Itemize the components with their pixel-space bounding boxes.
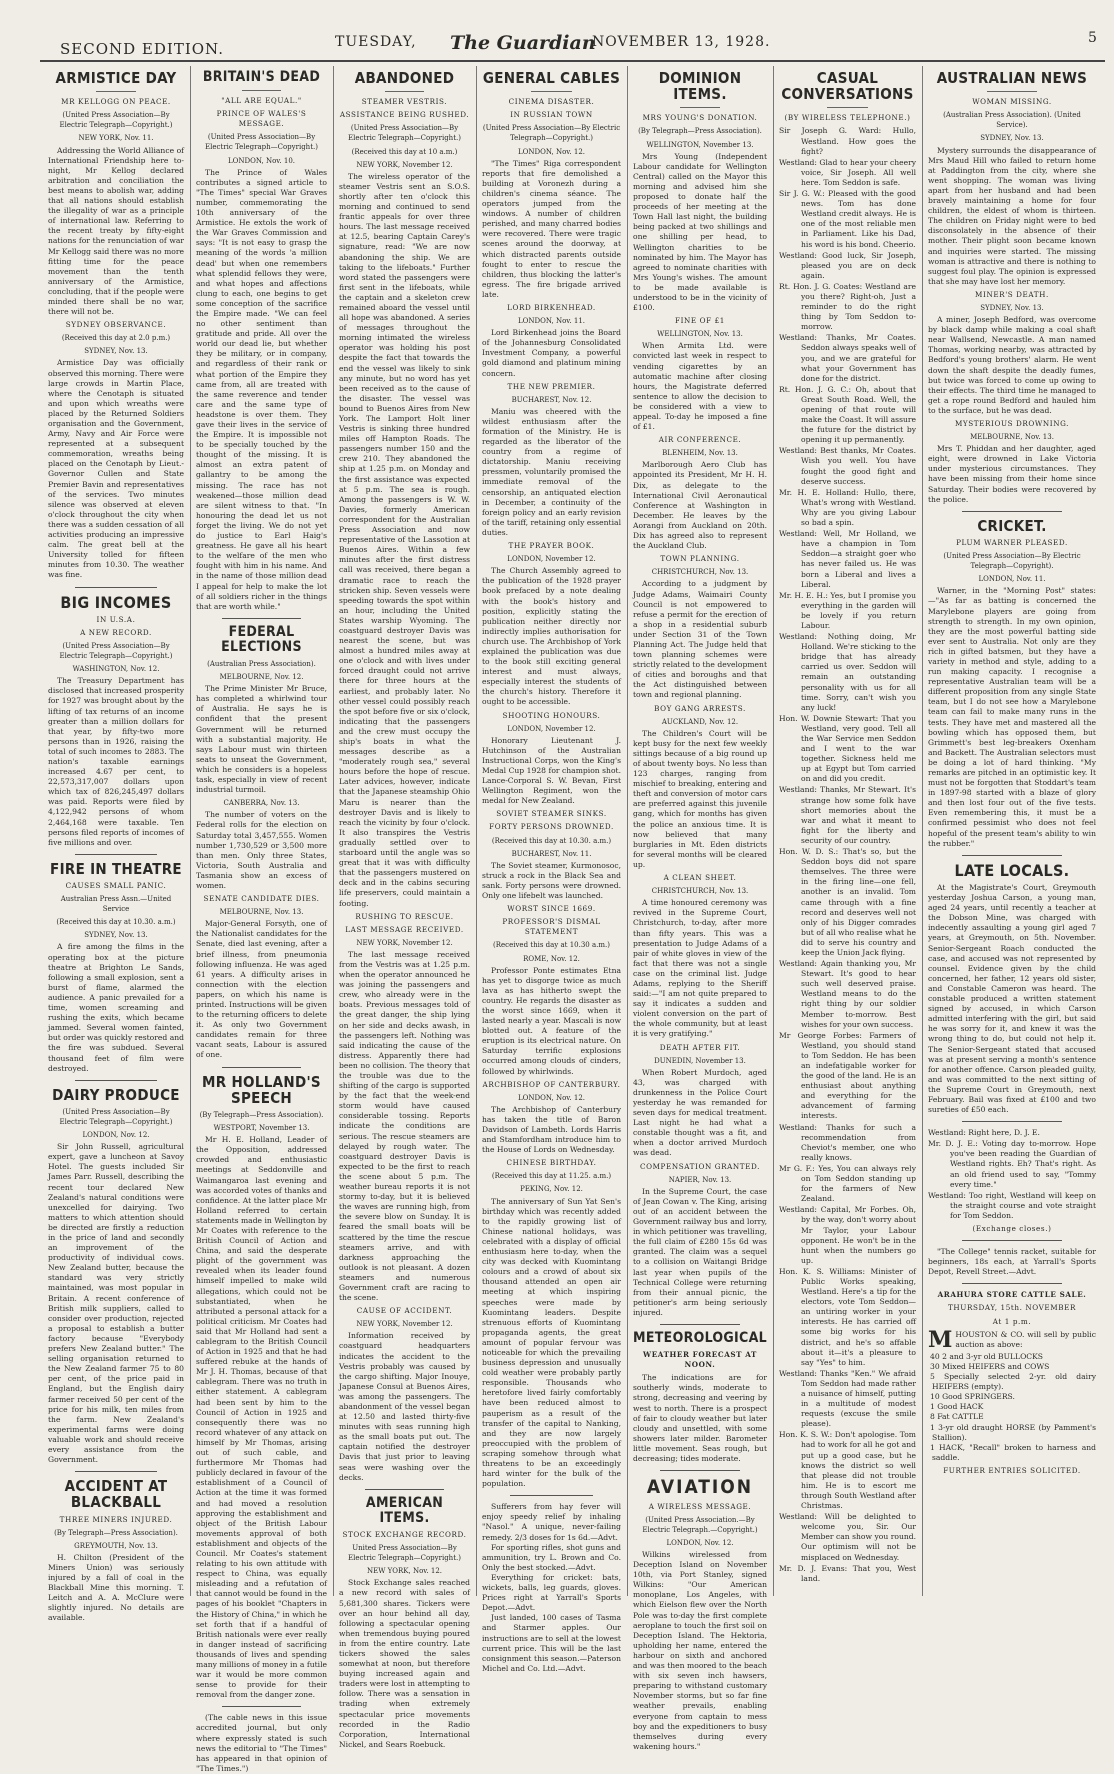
dateline: GREYMOUTH, Nov. 13. [74, 1541, 158, 1550]
article-general-cables [482, 70, 621, 1489]
headline: AVIATION [646, 1476, 754, 1499]
article-britains-dead [196, 70, 327, 612]
article-holland-speech [196, 1074, 327, 1774]
dateline: SYDNEY, Nov. 13. [84, 347, 148, 356]
subhead: TOWN PLANNING. [660, 554, 740, 564]
subhead: SYDNEY OBSERVANCE. [65, 320, 167, 330]
advertisement: "The College" tennis racket, suitable for beginners, 18s each, at Yarrall's Sports Depot, Revell Street.—Advt. [928, 1247, 1096, 1277]
conversation-line: Rt. Hon. J. G. C.: Oh, about that Great South Road. Well, the opening of that route will make the Coast. It will assure the future for the district by opening it up permanently. [779, 384, 916, 445]
headline: METEOROLOGICAL [633, 1329, 767, 1346]
sale-item: 40 2 and 3-yr old BULLOCKS [930, 1351, 1043, 1361]
article-cricket [928, 518, 1096, 849]
subhead: CHINESE BIRTHDAY. [506, 1158, 597, 1168]
conversation-line: Westland: Too right, Westland will keep on the straight course and vote straight for Tom Seddon. [928, 1190, 1096, 1220]
headline: FIRE IN THEATRE [50, 859, 182, 878]
conversation-line: Westland: Good luck, Sir Joseph, pleased you are on deck again. [779, 250, 916, 280]
dateline: CHRISTCHURCH, Nov. 13. [651, 568, 749, 577]
dateline: LONDON, Nov. 12. [517, 1093, 586, 1102]
subhead: IN U.S.A. [96, 614, 136, 624]
subhead: LAST MESSAGE RECEIVED. [345, 924, 464, 934]
dateline: DUNEDIN, November 13. [654, 1056, 746, 1065]
article-dominion-items [633, 70, 767, 1318]
sale-items [928, 1352, 1096, 1463]
subhead: WEATHER FORECAST AT NOON. [643, 1350, 757, 1370]
dateline: NAPIER, Nov. 13. [668, 1175, 732, 1184]
conversation-line: Westland: Best thanks, Mr Coates. Wish you well. You have fought the good fight and deserve success. [779, 446, 916, 486]
subhead: SENATE CANDIDATE DIES. [203, 894, 320, 904]
sale-item: 10 Good SPRINGERS. [930, 1392, 1015, 1402]
credit-line: (By Telegraph—Press Association). [199, 1110, 324, 1119]
subhead: PROFESSOR'S DISMAL STATEMENT [502, 917, 601, 937]
subhead: STEAMER VESTRIS. [361, 97, 448, 107]
masthead-rule [40, 60, 1105, 62]
conversation-line: Westland: Well, Mr Holland, we have a champion in Tom Seddon—a straight goer who has never failed us. He was born a Liberal and lives a Liberal. [779, 529, 916, 589]
subhead: PRINCE OF WALES'S MESSAGE. [216, 109, 307, 129]
sale-date: THURSDAY, 15th. NOVEMBER [948, 1303, 1076, 1313]
conversation-line: Westland: Nothing doing, Mr Holland. We're sticking to the bridge that has already carried us over. Seddon will remain an outstanding personality with us for all time. Sorry, can't wish you any luck! [779, 632, 916, 712]
drop-cap: M [928, 1326, 953, 1353]
dateline: LONDON, November 12. [507, 724, 596, 733]
article-body: Addressing the World Alliance of International Friendship here to-night, Mr Kellog declared arbitration and conciliation the best means to abolish war, adding that all nations should establish the illegality of war as a principle of international law. Referring to the recent treaty by fifty-eight nations for the renunciation of war Mr Kellogg said there was no more fitting time for the peace movement than the tenth anniversary of the Armistice, concluding, that if the people were minded there shall be no war, there will not be. [48, 145, 184, 317]
dateline: LONDON, Nov. 11. [978, 575, 1046, 584]
article-body: Stock Exchange sales reached a new record with sales of 5,681,300 shares. Tickers were over an hour behind all day, following a spectacular opening when tremendous buying poured in from the entire country. Late tickers showed the sales somewhat at noon, but therefore buying increased again and traders were lost in attempting to follow. There was a sensation in trading when extremely spectacular price movements recorded in the Radio Corporation, International Nickel, and Sears Roebuck. [339, 1578, 470, 1749]
subhead: CINEMA DISASTER. [508, 97, 595, 107]
dateline: BLENHEIM, Nov. 13. [662, 449, 738, 458]
credit-line: (United Press Association—By Electric Telegraph—Copyright.) [59, 1107, 173, 1126]
conversation-line: Westland: Capital, Mr Forbes. Oh, by the way, don't worry about Mr Taylor, your Labour opponent. He won't be in the hunt when the numbers go up. [779, 1205, 916, 1265]
article-body: A miner, Joseph Bedford, was overcome by black damp while making a coal shaft near Wallsend, Newcastle. A man named Thomas, working nearby, was attracted by Bedford's young brothers' alarm. He went down the shaft despite the deadly fumes, but twice was forced to come up owing to their effects. The third time he managed to get a rope round Bedford and hauled him to the surface, but he was dead. [928, 315, 1096, 415]
article-body: A fire among the films in the operating box at the picture theatre at Brighton Le Sands, following a small explosion, sent a burst of flame, alarmed the audience. A panic prevailed for a time, women screaming and rushing the exits, which became jammed. Several women fainted, but order was quickly restored and the fire was subdued. Several thousand feet of film were destroyed. [48, 942, 184, 1073]
edition-label: SECOND EDITION. [60, 40, 224, 58]
article-fire-in-theatre [48, 861, 184, 1074]
subhead: WOMAN MISSING. [972, 97, 1052, 107]
dateline: CHRISTCHURCH, Nov. 13. [651, 887, 749, 896]
conversation-line: Westland: Glad to hear your cheery voice, Sir Joseph. All well here. Tom Seddon is safe. [779, 157, 916, 187]
column-4 [482, 66, 621, 1673]
conversation-line: Mr. H. E. Holland: Hullo, there, What's wrong with Westland. Why are you giving Labour so bad a spin. [779, 487, 916, 528]
received-line: (Received this day at 10.30. a.m.) [56, 918, 176, 927]
credit-line: (United Press Association—By Electric Telegraph—Copyright.) [348, 124, 461, 143]
subhead: WORST SINCE 1669. [507, 904, 596, 914]
advertisement: Sufferers from hay fever will enjoy speedy relief by inhaling "Nasol." A unique, never-failing remedy. 2/3 doses for 1s 6d.—Advt. [482, 1502, 621, 1542]
headline: CASUAL CONVERSATIONS [781, 69, 914, 104]
masthead-date: NOVEMBER 13, 1928. [592, 34, 771, 50]
masthead [0, 0, 1114, 62]
conversation-lines [928, 1128, 1096, 1221]
article-body: When Armita Ltd. were convicted last week in respect to vending cigarettes by an automatic machine after closing hours, the Magistrate deferred sentence to allow the decision to be considered with a view to appeal. To-day he imposed a fine of £1. [633, 341, 767, 432]
headline: AUSTRALIAN NEWS [936, 69, 1088, 87]
subhead: SHOOTING HONOURS. [502, 710, 601, 720]
dateline: LONDON, November 12. [507, 555, 596, 564]
dateline: LONDON, Nov. 12. [666, 1538, 734, 1547]
credit-line: (Australian Press Association). (United Service). [943, 111, 1081, 130]
column-1 [48, 66, 184, 1623]
article-body: Wilkins wirelessed from Deception Island on November 10th, via Port Stanley, signed Wilkins: "Our American monoplane, Los Angeles, with which Eielson flew over the North Pole was to-day the first complete aeroplane to touch the first soil on Deception Island. The Hektoria, upholding her name, entered the harbour on sixth and anchored and was then moored to the beach with six seven inch hawsers, preparing to withstand customary November storms, but so far fine weather prevails, enabling everyone from captain to mess boy and the expeditioners to busy themselves during every wakening hours." [633, 1550, 767, 1751]
sale-intro: HOUSTON & CO. will sell by public auction as above: [955, 1329, 1096, 1349]
article-accident-blackball [48, 1478, 184, 1623]
subhead: CAUSES SMALL PANIC. [65, 881, 167, 891]
credit-line: (By Telegraph—Press Association). [54, 1528, 178, 1537]
article-body: Marlborough Aero Club has appointed its President, Mr H. H. Dix, as delegate to the International Civil Aeronautical Conference at Washington in December. He leaves by the Aorangi from Auckland on 20th. Dix has agreed also to represent the Auckland Club. [633, 460, 767, 551]
article-body: The number of voters on the Federal rolls for the election on Saturday total 3,457,555. Women number 1,730,529 or 3,500 more than men. Only three States, Victoria, South Australia and Tasmania show an excess of women. [196, 810, 327, 890]
subhead: FORTY PERSONS DROWNED. [489, 822, 614, 832]
masthead-day: TUESDAY, [335, 34, 417, 50]
advertisement: Everything for cricket: bats, wickets, balls, leg guards, gloves. Prices right at Yarrall's Sports Depot.—Advt. [482, 1572, 621, 1613]
subhead: ASSISTANCE BEING RUSHED. [339, 110, 470, 120]
subhead: A WIRELESS MESSAGE. [648, 1501, 752, 1511]
article-australian-news [928, 70, 1096, 505]
conversation-line: Mr. D. J. E.: Voting day to-morrow. Hope you've been reading the Guardian of Westland rights. Eh? That's right. As an old friend used to say, "Tommy every time." [928, 1139, 1096, 1189]
article-body: The Soviet steamer, Kurmonosoc, struck a rock in the Black Sea and sank. Forty persons were drowned. Only one lifebelt was launched. [482, 860, 621, 901]
article-body: Maniu was cheered with the wildest enthusiasm after the formation of the Ministry. He is regarded as the liberator of the country from a regime of dictatorship. Maniu receiving pressmen, voluntarily promised the immediate removal of the censorship, an antiquated election in December, a continuity of the foreign policy and an early revision of the tariff, retaining only essential duties. [482, 406, 621, 537]
headline: MR HOLLAND'S SPEECH [202, 1072, 321, 1107]
credit-line: (United Press Association—By Electric Telegraph—Copyright.) [205, 133, 318, 152]
headline: DAIRY PRODUCE [52, 1085, 180, 1104]
article-casual-conversations [779, 70, 916, 1584]
exchange-closes: (Exchange closes.) [972, 1224, 1052, 1234]
column-rule [190, 66, 191, 1596]
article-body: The Church Assembly agreed to the publication of the 1928 prayer book prefaced by a note dealing with the book's history and position, explicitly stating the publication neither directly nor indirectly implies authorisation for church use. The Archbishop of York explained the publication was due to the book still exciting general interest and must always, especially interest the students of the church's history. Therefore it ought to be accessible. [482, 566, 621, 707]
headline: ARMISTICE DAY [55, 69, 177, 87]
article-body: H. Chilton (President of the Miners Union) was seriously injured by a fall of coal in the Blackball Mine this morning. T. Leitch and A. A. McClure were slightly injured. No details are available. [48, 1552, 184, 1623]
article-body: Warner, in the "Morning Post" states:—"As far as batting is concerned the Marylebone players are going from strength to strength. In my own opinion, they are the most powerful batting side ever sent to Australia. Not only are they rich in gifted batsmen, but they have a variety in method and style, adding to a run making capacity. I recognise a representative Australian team will be a different proposition from any single State team, but I do not see how a Marylebone team can fail to make many runs in the tests. They have met and mastered all the bowling which has opposed them, but Grimmett's best leg-breakers Oxenham and Backett. The Australian selectors must be doing a lot of hard thinking. "My remarks are pitched in an optimistic key. It must not be forgotten that Stoddart's team in 1897-98 started with a blaze of glory and then lost four out of the five tests. Even remembering this, it must be a confirmed pessimist who does not feel hopeful of the present team's ability to win the rubber." [928, 586, 1096, 848]
dateline: WELLINGTON, Nov. 13. [657, 330, 743, 339]
credit-line: (United Press Association.—By Electric Telegraph.—Copyright.) [642, 1515, 758, 1534]
conversation-line: Westland: Thanks for such a recommendation from Cheviot's member, one who really knows. [779, 1122, 916, 1162]
dateline: PEKING, Nov. 12. [520, 1185, 583, 1194]
received-line: (Received this day at 10.30. a.m.) [491, 836, 612, 845]
dateline: WESTPORT, November 13. [213, 1124, 310, 1133]
subhead: FINE OF £1 [675, 316, 725, 326]
credit-line: (Australian Press Association). [207, 660, 316, 669]
sale-item: 30 Mixed HEIFERS and COWS [930, 1361, 1050, 1371]
article-abandoned [339, 70, 470, 1483]
dateline: CANBERRA, Nov. 13. [223, 799, 300, 808]
column-5 [633, 66, 767, 1751]
article-body: A time honoured ceremony was revived in the Supreme Court, Christchurch, to-day, after more than fifty years. This was a presentation to Judge Adams of a pair of white gloves in view of the fact that there was not a single case on the criminal list. Judge Adams, replying to the Sheriff said:—"I am not quite prepared to say it indicates a sudden and violent conversion on the part of the whole community, but at least it is very gratifying." [633, 898, 767, 1039]
conversation-line: Hon. K. S. Williams: Minister of Public Works speaking, Westland. Here's a tip for the electors, vote Tom Seddon—an untiring worker in your interests. He has carried off some big works for his district, and he's so affable about it—it's a pleasure to say "Yes" to him. [779, 1266, 916, 1367]
article-body: The anniversary of Sun Yat Sen's birthday which was recently added to the rapidly growing list of Chinese national holidays, was celebrated with a display of official enthusiasm here to-day, when the city was decked with Kuomintang colours and a crowd of about six thousand attended an open air meeting at which inspiring speeches were made by Kuomintang leaders. Despite strenuous efforts of Kuomintang propaganda agents, the great amount of popular fervour was noticeable for which the prevailing business depression and unusually cold weather were probably partly responsible. Thousands who heretofore lived fairly comfortably have been reduced almost to pauperism as a result of the transfer of the capital to Nanking, and they are now largely preoccupied with the problem of scraping somehow through what threatens to be an exceedingly hard winter for the bulk of the population. [482, 1196, 621, 1489]
column-rule [773, 66, 774, 1596]
article-body: Mr H. E. Holland, Leader of the Opposition, addressed crowded and enthusiastic meetings at Seddonville and Waimangaroa last evening and was accorded votes of thanks and confidence. At the latter place Mr Holland referred to certain statements made in Wellington by Mr Coates with reference to the British Council of Action and China, and said the desperate plight of the government was revealed when its leader found himself impelled to make wild allegations, which could not be substantiated, when he attributed a personal attack for a political criticism. Mr Coates had said that Mr Holland had sent a cablegram to the British Council of Action in 1925 and that he had suffered rebuke at the hands of Mr J. H. Thomas, because of that cablegram. There was no truth in either statement. A cablegram had been sent by him to the Council of Action in 1925 and consequently there was no record whatever of any attack on himself by Mr Thomas, arising out of such cable, and furthermore Mr Thomas had publicly declared in favour of the establishment of a Council of Action at the time it was formed and had moved a resolution approving the establishment and object of the British Labour movements approval of both establishment and objects of the Council. Mr Coates's statement relating to his own attitude with respect to China, was equally misleading and a refutation of that cannot would be found in the pages of his booklet "Chapters in the History of China," in which he set forth that if a handful of British nationals were ever really in danger instead of sacrificing thousands of lives and spending many millions of money in a futile war it would be more common sense to provide for their removal from the danger zone. [196, 1135, 327, 1700]
subhead: IN RUSSIAN TOWN [510, 110, 593, 120]
article-body: When Robert Murdoch, aged 43, was charged with drunkenness in the Police Court yesterday he was remanded for seven days for medical treatment. Last night he had what a constable thought was a fit, and when a doctor arrived Murdoch was dead. [633, 1067, 767, 1158]
dateline: MELBOURNE, Nov. 13. [219, 908, 304, 917]
column-rule [333, 66, 334, 1596]
headline: LATE LOCALS. [954, 860, 1070, 880]
subhead: PLUM WARNER PLEASED. [956, 537, 1068, 547]
dateline: SYDNEY, Nov. 13. [84, 931, 148, 940]
article-big-incomes [48, 594, 184, 848]
conversation-line: Westland: Thanks "Ken." We afraid Tom Seddon had made rather a nuisance of himself, putting in a multitude of modest requests (excuse the smile please). [779, 1368, 916, 1429]
headline: AMERICAN ITEMS. [365, 1494, 444, 1526]
article-meteorological [633, 1331, 767, 1464]
article-body: The wireless operator of the steamer Vestris sent an S.O.S. shortly after ten o'clock this morning and continued to send frantic appeals for over three hours. The last message received at 12.5, bearing Captain Carey's signature, read: "We are now abandoning the ship. We are taking to the lifeboats." Further word stated the passengers were first sent in the lifeboats, while the captain and a skeleton crew remained aboard the vessel until all hope was abandoned. A series of messages throughout the morning intimated the wireless operator was holding his post despite the fact that towards the end the vessel was likely to sink any minute, but no word has yet been received as to the cause of the disaster. The vessel was bound to Buenos Aires from New York. The Lamport Holt liner Vestris is sinking three hundred miles off Hampton Roads. The passengers number 150 and the crew 210. They abandoned the ship at 1.25 p.m. on Monday and the first assistance was expected at 5 p.m. The sea is rough. Among the passengers is W. W. Davies, formerly American correspondent for the Australian Press Association and now representative of the Lassotion at Buenos Aires. Within a few minutes after the first distress call was received, there began a dramatic race to reach the stricken ship. Seven vessels were speeding towards the spot within an hour, including the United States warship Wyoming. The coastguard destroyer Davis was nearest the scene, but was almost a hundred miles away at one o'clock and with lives under forced draught could not arrive there for three hours at the earliest, and probably later. No other vessel could possibly reach the spot before five or six o'clock, indicating that the passengers and the crew must occupy the ship's boats in what the messages describe as a "moderately rough sea," several hours before the hope of rescue. Later advices, however, indicate that the Japanese steamship Ohio Maru is nearer than the destroyer Davis and is likely to reach the vicinity by four o'clock. It also transpires the Vestris gradually settled over to starboard until the angle was so great that it was with difficulty that the passengers mustered on deck and in the cabins securing life preservers, could maintain a footing. [339, 171, 470, 908]
subhead: MRS YOUNG'S DONATION. [642, 113, 758, 123]
headline: BRITAIN'S DEAD [202, 69, 321, 85]
conversation-line: Mr. D. J. Evans: That you, West land. [779, 1563, 916, 1583]
newspaper-title: The Guardian [450, 32, 596, 54]
dateline: ROME, Nov. 12. [523, 954, 580, 963]
subhead: A CLEAN SHEET. [663, 873, 737, 883]
article-body: "The Times" Riga correspondent reports that fire demolished a building at Voronezh during a children's cinema séance. The operators jumped from the windows. A number of children perished, and many charred bodies were recovered. There were tragic scenes around the doorway, at which distracted parents outside fought to enter to rescue the children, thus blocking the latter's egress. The fire brigade arrived late. [482, 158, 621, 299]
sale-item: 1 3-yr old draught HORSE (by Pamment's Stallion). [930, 1422, 1096, 1442]
dateline: BUCHAREST, Nov. 11. [511, 849, 592, 858]
conversation-continued [928, 1128, 1096, 1234]
article-body: In the Supreme Court, the case of Jean Cowan v. The King, arising out of an accident between the Government railway bus and lorry, in which petitioner was travelling, the full claim of £280 15s 6d was granted. The claim was a sequel to a collision on Waitangi Bridge last year when pupils of the Technical College were returning from their annual picnic, the petitioner's arm being seriously injured. [633, 1186, 767, 1317]
column-rule [922, 66, 923, 1596]
dateline: WASHINGTON, Nov. 12. [72, 665, 160, 674]
sale-time: At 1 p.m. [992, 1316, 1032, 1326]
conversation-line: Westland: Will be delighted to welcome you, Sir. Our Member can show you round. Our optimism will not be misplaced on Wednesday. [779, 1512, 916, 1562]
subhead: RUSHING TO RESCUE. [355, 911, 454, 921]
sale-item: 1 HACK, "Recall" broken to harness and saddle. [930, 1442, 1096, 1462]
subhead: "ALL ARE EQUAL." [221, 96, 302, 106]
sale-item: 8 Fat CATTLE [930, 1412, 984, 1422]
conversation-line: Mr G. F.: Yes, You can always rely on Tom Seddon standing up for the farmers of New Zealand. [779, 1163, 916, 1204]
column-rule [476, 66, 477, 1596]
subhead: CAUSE OF ACCIDENT. [356, 1306, 453, 1316]
advertisements [482, 1502, 621, 1674]
subhead: SOVIET STEAMER SINKS. [496, 809, 607, 819]
subhead: (BY WIRELESS TELEPHONE.) [784, 113, 911, 123]
received-line: (Received this day at 2.0 p.m.) [61, 334, 171, 343]
article-body: The Treasury Department has disclosed that increased prosperity for 1927 was brought about by the lifting of tax returns of an income greater than a million dollars for that year, by fifty-two more persons than in 1926, raising the total of such incomes to 2883. The nation's taxable earnings increased 4.67 per cent, to 22,573,317,007 dollars upon which tax of 826,245,497 dollars was paid. Reports were filed by 4,122,942 persons of whom 2,464,168 were taxable. Ten persons filed reports of incomes of five millions and over. [48, 676, 184, 847]
dateline: BUCHAREST, Nov. 12. [511, 395, 592, 404]
subhead: LORD BIRKENHEAD. [507, 302, 596, 312]
sale-item: 1 Good HACK [930, 1402, 984, 1412]
headline: FEDERAL ELECTIONS [221, 623, 302, 655]
dateline: SYDNEY, Nov. 13. [980, 303, 1044, 312]
headline: CRICKET. [977, 516, 1047, 535]
dateline: MELBOURNE, Nov. 12. [219, 673, 304, 682]
sale-title: ARAHURA STORE CATTLE SALE. [937, 1290, 1087, 1300]
column-2 [196, 66, 327, 1773]
article-body: The last message received from the Vestris was at 1.25 p.m. when the operator announced he was joining the passengers and crew, who already were in the boats. Previous messages told of the great danger, the ship lying on her side and decks awash, in the passengers left. Nothing was said indicating the cause of the distress. Apparently there had been no collision. The theory that the trouble was due to the shifting of the cargo is supported by the fact that the week-end storm would have caused considerable tossing. Reports indicate the conditions are serious. The rescue steamers are delayed by rough water. The coastguard destroyer Davis is expected to be the first to reach the scene about 5 p.m. The weather bureau reports it is not stormy to-day, but it is believed the waves are running high, from the severe blow on Sunday. It is feared the small boats will be scattered by the time the rescue steamers arrive, and with darkness approaching the outlook is not pleasant. A dozen steamers and numerous Government craft are racing to the scene. [339, 949, 470, 1303]
article-body: The Prince of Wales contributes a signed article to "The Times" special War Graves number, commemorating the 10th anniversary of the Armistice. He extols the work of the War Graves Commission and says: "It is not easy to grasp the meaning of the words 'a million dead' but when one remembers what splendid fellows they were, and what hopes and affections clung to each, one begins to get some conception of the sacrifice the Empire made. "We can feel no other sentiment than gratitude and pride. All over the world our dead lie, but whether they be military, or in company, and regardless of their rank or what portion of the Empire they came from, all are treated with the same reverence and tender care and the same type of headstone is over them. They gave their lives in the service of the Empire. It is impossible not to be specially touched by the thought of the missing. It is almost an extra patent of gallantry to be among the missing. The race has not weakened—those million dead are silent witness to that. "In honouring the dead let us not forget the living. We do not yet do justice to Earl Haig's greatness. He gave all his heart to the welfare of the men who fought with him in his name. And in the name of those million dead I appeal for help to make the lot of all soldiers richer in the things that are worth while." [196, 167, 327, 611]
article-body: According to a judgment by Judge Adams, Waimairi County Council is not empowered to refuse a permit for the erection of a shop in a residential suburb under Section 31 of the Town Planning Act. The Judge held that town planning schemes were strictly related to the development of cities and boroughs and that the Act distinguished between town and regional planning. [633, 579, 767, 700]
article-body: Armistice Day was officially observed this morning. There were large crowds in Martin Place, where the Cenotaph is situated and upon which wreaths were placed by the Returned Soldiers organisation and the Government, Army, Navy and Air Force were represented at a subsequent commemoration, wreaths being placed on the Cenotaph by Lieut.-Governor Cullen and State Premier Bavin and representatives of the services. Two minutes silence was observed at eleven o'clock throughout the city when there was a sudden cessation of all activities producing an impressive calm. The great bell at the University tolled for fifteen minutes from 10.30. The weather was fine. [48, 358, 184, 580]
subhead: ARCHBISHOP OF CANTERBURY. [482, 1079, 621, 1089]
article-body: Lord Birkenhead joins the Board of the Johannesburg Consolidated Investment Company, a powerful gold diamond and platinum mining concern. [482, 328, 621, 378]
headline: GENERAL CABLES [482, 69, 621, 87]
subhead: A NEW RECORD. [80, 627, 152, 637]
article-american-items [339, 1496, 470, 1750]
dateline: WELLINGTON, November 13. [646, 140, 754, 149]
sale-item: 5 Specially selected 2-yr. old dairy HEIFERS (empty). [930, 1372, 1096, 1392]
article-body: Professor Ponte estimates Etna has yet to disgorge twice as much lava as has hitherto swept the country. He regards the disaster as the worst since 1669, when it lasted nearly a year. Mascali is now blotted out. A feature of the eruption is its electrical nature. On Saturday terrific explosions occurred among clouds of cinders, followed by whirlwinds. [482, 965, 621, 1076]
received-line: (Received this day at 10.30 a.m.) [493, 941, 610, 950]
column-rule [627, 66, 628, 1596]
column-3 [339, 66, 470, 1749]
subhead: COMPENSATION GRANTED. [639, 1161, 760, 1171]
conversation-line: Sir J. G. W.: Pleased with the good news. Tom has done Westland credit always. He is one of the most reliable men in Parliament. Like his Dad, his word is his bond. Cheerio. [779, 189, 916, 249]
article-body: Mrs Young (Independent Labour candidate for Wellington Central) called on the Mayor this morning and advised him she proposed to donate half the proceeds of her meeting at the Town Hall last night, the building being packed at two shillings and one shilling per head, to Wellington charities to be nominated by him. The Mayor has agreed to nominate charities with Mrs Young's wishes. The amount to be made available is understood to be in the vicinity of £100. [633, 151, 767, 313]
conversation-line: Westland: Again thanking you, Mr Stewart. It's good to hear such well deserved praise. Westland means to do the right thing by our soldier Member to-morrow. Best wishes for your own success. [779, 959, 916, 1029]
conversation-line: Hon. W. Downie Stewart: That you Westland, very good. Tell all the War Service men Seddon and I went to the war together. Sickness held me up at Egypt but Tom carried on and did you credit. [779, 713, 916, 784]
article-federal-elections [196, 625, 327, 1061]
subhead: THREE MINERS INJURED. [59, 1514, 173, 1524]
credit-line: Australian Press Assn.—United Service [60, 895, 172, 914]
sale-footer: FURTHER ENTRIES SOLICITED. [943, 1465, 1081, 1475]
headline: ABANDONED [354, 69, 455, 87]
dateline: LONDON, Nov. 11. [517, 317, 586, 326]
dateline: NEW YORK, November 12. [356, 160, 453, 169]
subhead: MYSTERIOUS DROWNING. [954, 419, 1070, 428]
dateline: NEW YORK, Nov. 11. [78, 134, 154, 143]
subhead: DEATH AFTER FIT. [659, 1042, 741, 1052]
article-body: The Archbishop of Canterbury has taken the title of Baron Davidson of Lambeth. Lords Harris and Stamfordham introduce him to the House of Lords on Wednesday. [482, 1104, 621, 1155]
article-aviation [633, 1477, 767, 1752]
article-body: The indications are for southerly winds, moderate to strong, decreasing and veering by west to north. There is a prospect of fair to cloudy weather but later cloudy and unsettled, with some showers later milder. Barometer little movement. Seas rough, but decreasing; tides moderate. [633, 1373, 767, 1464]
conversation-line: Hon. W. D. S.: That's so, but the Seddon boys did not spare themselves. The three were in the firing line—one fell, another is an invalid. Tom came through with a fine record and deserves well not only of his Digger comrades but of all who realise what he did to serve his country and keep the Union Jack flying. [779, 847, 916, 957]
received-line: (Received this day at 11.25. a.m.) [491, 1172, 612, 1181]
advertisement: Just landed, 100 cases of Tasma and Starmer apples. Our instructions are to sell at the lowest current price. This will be the last consignment this season.—Paterson Michel and Co. Ltd.—Advt. [482, 1613, 621, 1673]
article-late-locals [928, 862, 1096, 1115]
article-body: Information received by coastguard headquarters indicates the accident to the Vestris probably was caused by the cargo shifting. Major Inouye, Japanese Consul at Buenos Aires, was among the passengers. The abandonment of the vessel began at 12.50 and lasted thirty-five minutes with seas running high as the small boats put out. The captain notified the destroyer Davis that just prior to leaving seas were washing over the decks. [339, 1331, 470, 1482]
credit-line: (United Press Association—By Electric Telegraph—Copyright.) [59, 641, 173, 661]
subhead: THE PRAYER BOOK. [508, 541, 595, 551]
headline: DOMINION ITEMS. [658, 69, 742, 104]
dateline: NEW YORK, November 12. [356, 938, 453, 947]
conversation-line: Mr George Forbes: Farmers of Westland, you should stand to Tom Seddon. He has been an indefatigable worker for the good of the land. He is an enthusiast about anything and everything for the advancement of farming interests. [779, 1030, 916, 1121]
advertisement-arahura-sale [928, 1290, 1096, 1476]
article-body: Mrs T. Phiddan and her daughter, aged eight, were drowned in Lake Victoria under mysterious circumstances. They have been missing from their home since Saturday. Their bodies were recovered by the police. [928, 444, 1096, 504]
column-7 [928, 66, 1096, 1596]
subhead: THE NEW PREMIER. [507, 381, 596, 391]
dateline: LONDON, Nov. 10. [227, 156, 296, 165]
conversation-line: Westland: Thanks, Mr Stewart. It's strange how some folk have short memories about the war and what it meant to fight for the liberty and security of our country. [779, 785, 916, 845]
page-number: 5 [1088, 30, 1097, 46]
article-body: The Prime Minister Mr Bruce, has completed a whirlwind tour of Australia. He says he is confident that the present Government will be returned with a substantial majority. He says Labour must win thirteen seats to unseat the Government, which he considers is a hopeless task, especially in view of recent industrial turmoil. [196, 684, 327, 795]
credit-line: (By Telegraph—Press Association). [638, 127, 762, 136]
column-6 [779, 66, 916, 1596]
conversation-line: Sir Joseph G. Ward: Hullo, Westland. How goes the fight? [779, 126, 916, 156]
conversation-line: Mr. H. E. H.: Yes, but I promise you everything in the garden will be lovely if you return Labour. [779, 590, 916, 630]
article-body: Major-General Forsyth, one of the Nationalist candidates for the Senate, died last evening, after a brief illness, from pneumonia following influenza. He was aged 61 years. A difficulty arises in connection with the election papers, on which his name is printed. Instructions will be given to the returning officers to delete it. As only two Government candidates remain for three vacant seats, Labour is assured of one. [196, 919, 327, 1060]
conversation-line: Westland: Right here, D. J. E. [928, 1128, 1040, 1138]
credit-line: (United Press Association—By Electric Telegraph—Copyright). [943, 552, 1081, 571]
advertisement: For sporting rifles, shot guns and ammunition, try L. Brown and Co. Only the best stocked.—Advt. [482, 1542, 621, 1572]
conversation-lines [779, 126, 916, 1583]
credit-line: (United Press Association—By Electric Telegraph—Copyright.) [482, 124, 621, 143]
dateline: LONDON, Nov. 12. [517, 147, 586, 156]
conversation-line: Hon. K. S. W.: Don't apologise. Tom had to work for all he got and put up a good case, but he knows the district so well that please did not trouble him. He is to escort me through South Westland after Christmas. [779, 1430, 916, 1511]
article-body: Honorary Lieutenant J. Hutchinson of the Australian Instructional Corps, won the King's Medal Cup 1928 for champion shot. Lance-Corporal S. W. Bevan, First Wellington Regiment, won the medal for New Zealand. [482, 735, 621, 806]
subhead: MINER'S DEATH. [975, 289, 1049, 299]
article-body: Sir John Russell, agricultural expert, gave a luncheon at Savoy Hotel. The guests included Sir James Parr. Russell, describing the recent tour declared New Zealand's natural conditions were unexcelled for dairying. Two matters to which attention should be directed are firstly a reduction in the price of land and secondly an improvement of the productivity of individual cows. New Zealand butter, because the standard was very strictly maintained, was most popular in Britain. A recent conference of British milk suppliers, called to consider over production, rejected a proposal to establish a butter factory because "Everybody prefers New Zealand butter." The selling organisation returned to the New Zealand farmer 75 to 80 per cent, of the price paid in England, but the English dairy farmer received 50 per cent of the price for his milk, ten miles from the farm. New Zealand's experimental farms were doing valuable work and should receive every assistance from the Government. [48, 1142, 184, 1465]
article-dairy-produce [48, 1087, 184, 1465]
subhead: STOCK EXCHANGE RECORD. [342, 1529, 467, 1539]
dateline: SYDNEY, Nov. 13. [980, 134, 1044, 143]
dateline: LONDON, Nov. 12. [82, 1131, 150, 1140]
article-body: The Children's Court will be kept busy for the next few weekly sittings because of a big round up of about twenty boys. No less than 123 charges, ranging from mischief to breaking, entering and theft and conversion of motor cars are preferred against this juvenile gang, which for months has given the police an anxious time. It is now believed that many burglaries in Mt. Eden districts for several months will be cleared up. [633, 728, 767, 869]
credit-line: United Press Association—By Electric Telegraph—Copyright.) [348, 1544, 461, 1563]
received-line: (Received this day at 10 a.m.) [351, 147, 458, 156]
article-armistice-day [48, 70, 184, 581]
dateline: AUCKLAND, Nov. 12. [661, 717, 739, 726]
conversation-line: Westland: Thanks, Mr Coates. Seddon always speaks well of you, and we are grateful for what your Government has done for the district. [779, 333, 916, 383]
subhead: MR KELLOGG ON PEACE. [61, 97, 171, 107]
dateline: NEW YORK, Nov. 12. [366, 1567, 442, 1576]
headline: ACCIDENT AT BLACKBALL [64, 1477, 168, 1512]
subhead: BOY GANG ARRESTS. [654, 703, 746, 713]
headline: BIG INCOMES [60, 592, 172, 612]
advertisement-college-racket [928, 1247, 1096, 1277]
subhead: AIR CONFERENCE. [658, 435, 742, 445]
dateline: NEW YORK, November 12. [356, 1320, 453, 1329]
dateline: MELBOURNE, Nov. 13. [970, 433, 1054, 442]
article-body: At the Magistrate's Court, Greymouth yesterday Joshua Carson, a young man, aged 24 years, until recently a teacher at the Dobson Mine, was charged with indecently assaulting a young girl aged 7 years, at Greymouth, on 5th. November. Senior-Sergeant Roach conducted the case, and accused was not represented by counsel. Evidence given by the child concerned, her father, 12 years old sister, and Constable Cameron was heard. The constable produced a written statement signed by accused, in which Carson admitted interfering with the girl, but said he was sorry for it, and knew it was the wrong thing to do, but could not help it. The Senior-Sergeant stated that accused was at present serving a month's sentence for another offence. Carson pleaded guilty, and was committed to the next sitting of the Supreme Court in Greymouth, next February. Bail was fixed at £100 and two sureties of £50 each. [928, 883, 1096, 1115]
editorial-note: (The cable news in this issue accredited journal, but only where expressly stated is such news the editorial to "The Times" has appeared in that opinion of "The Times.") [196, 1713, 327, 1773]
conversation-line: Rt. Hon. J. G. Coates: Westland are you there? Right-oh, Just a reminder to do the right thing by Tom Seddon to-morrow. [779, 281, 916, 332]
article-body: Mystery surrounds the disappearance of Mrs Maud Hill who failed to return home at Paddington from the city, where she went shopping. The woman was living apart from her husband and had been bravely maintaining a home for four children, the eldest of whom is thirteen. The children on Friday night were to bed disconsolately in the absence of their mother. Their plight soon became known and inquiries were started. The missing woman is attractive and there is nothing to suggest foul play. The opinion is expressed that she may have lost her memory. [928, 145, 1096, 286]
credit-line: (United Press Association—By Electric Telegraph—Copyright.) [59, 111, 173, 130]
